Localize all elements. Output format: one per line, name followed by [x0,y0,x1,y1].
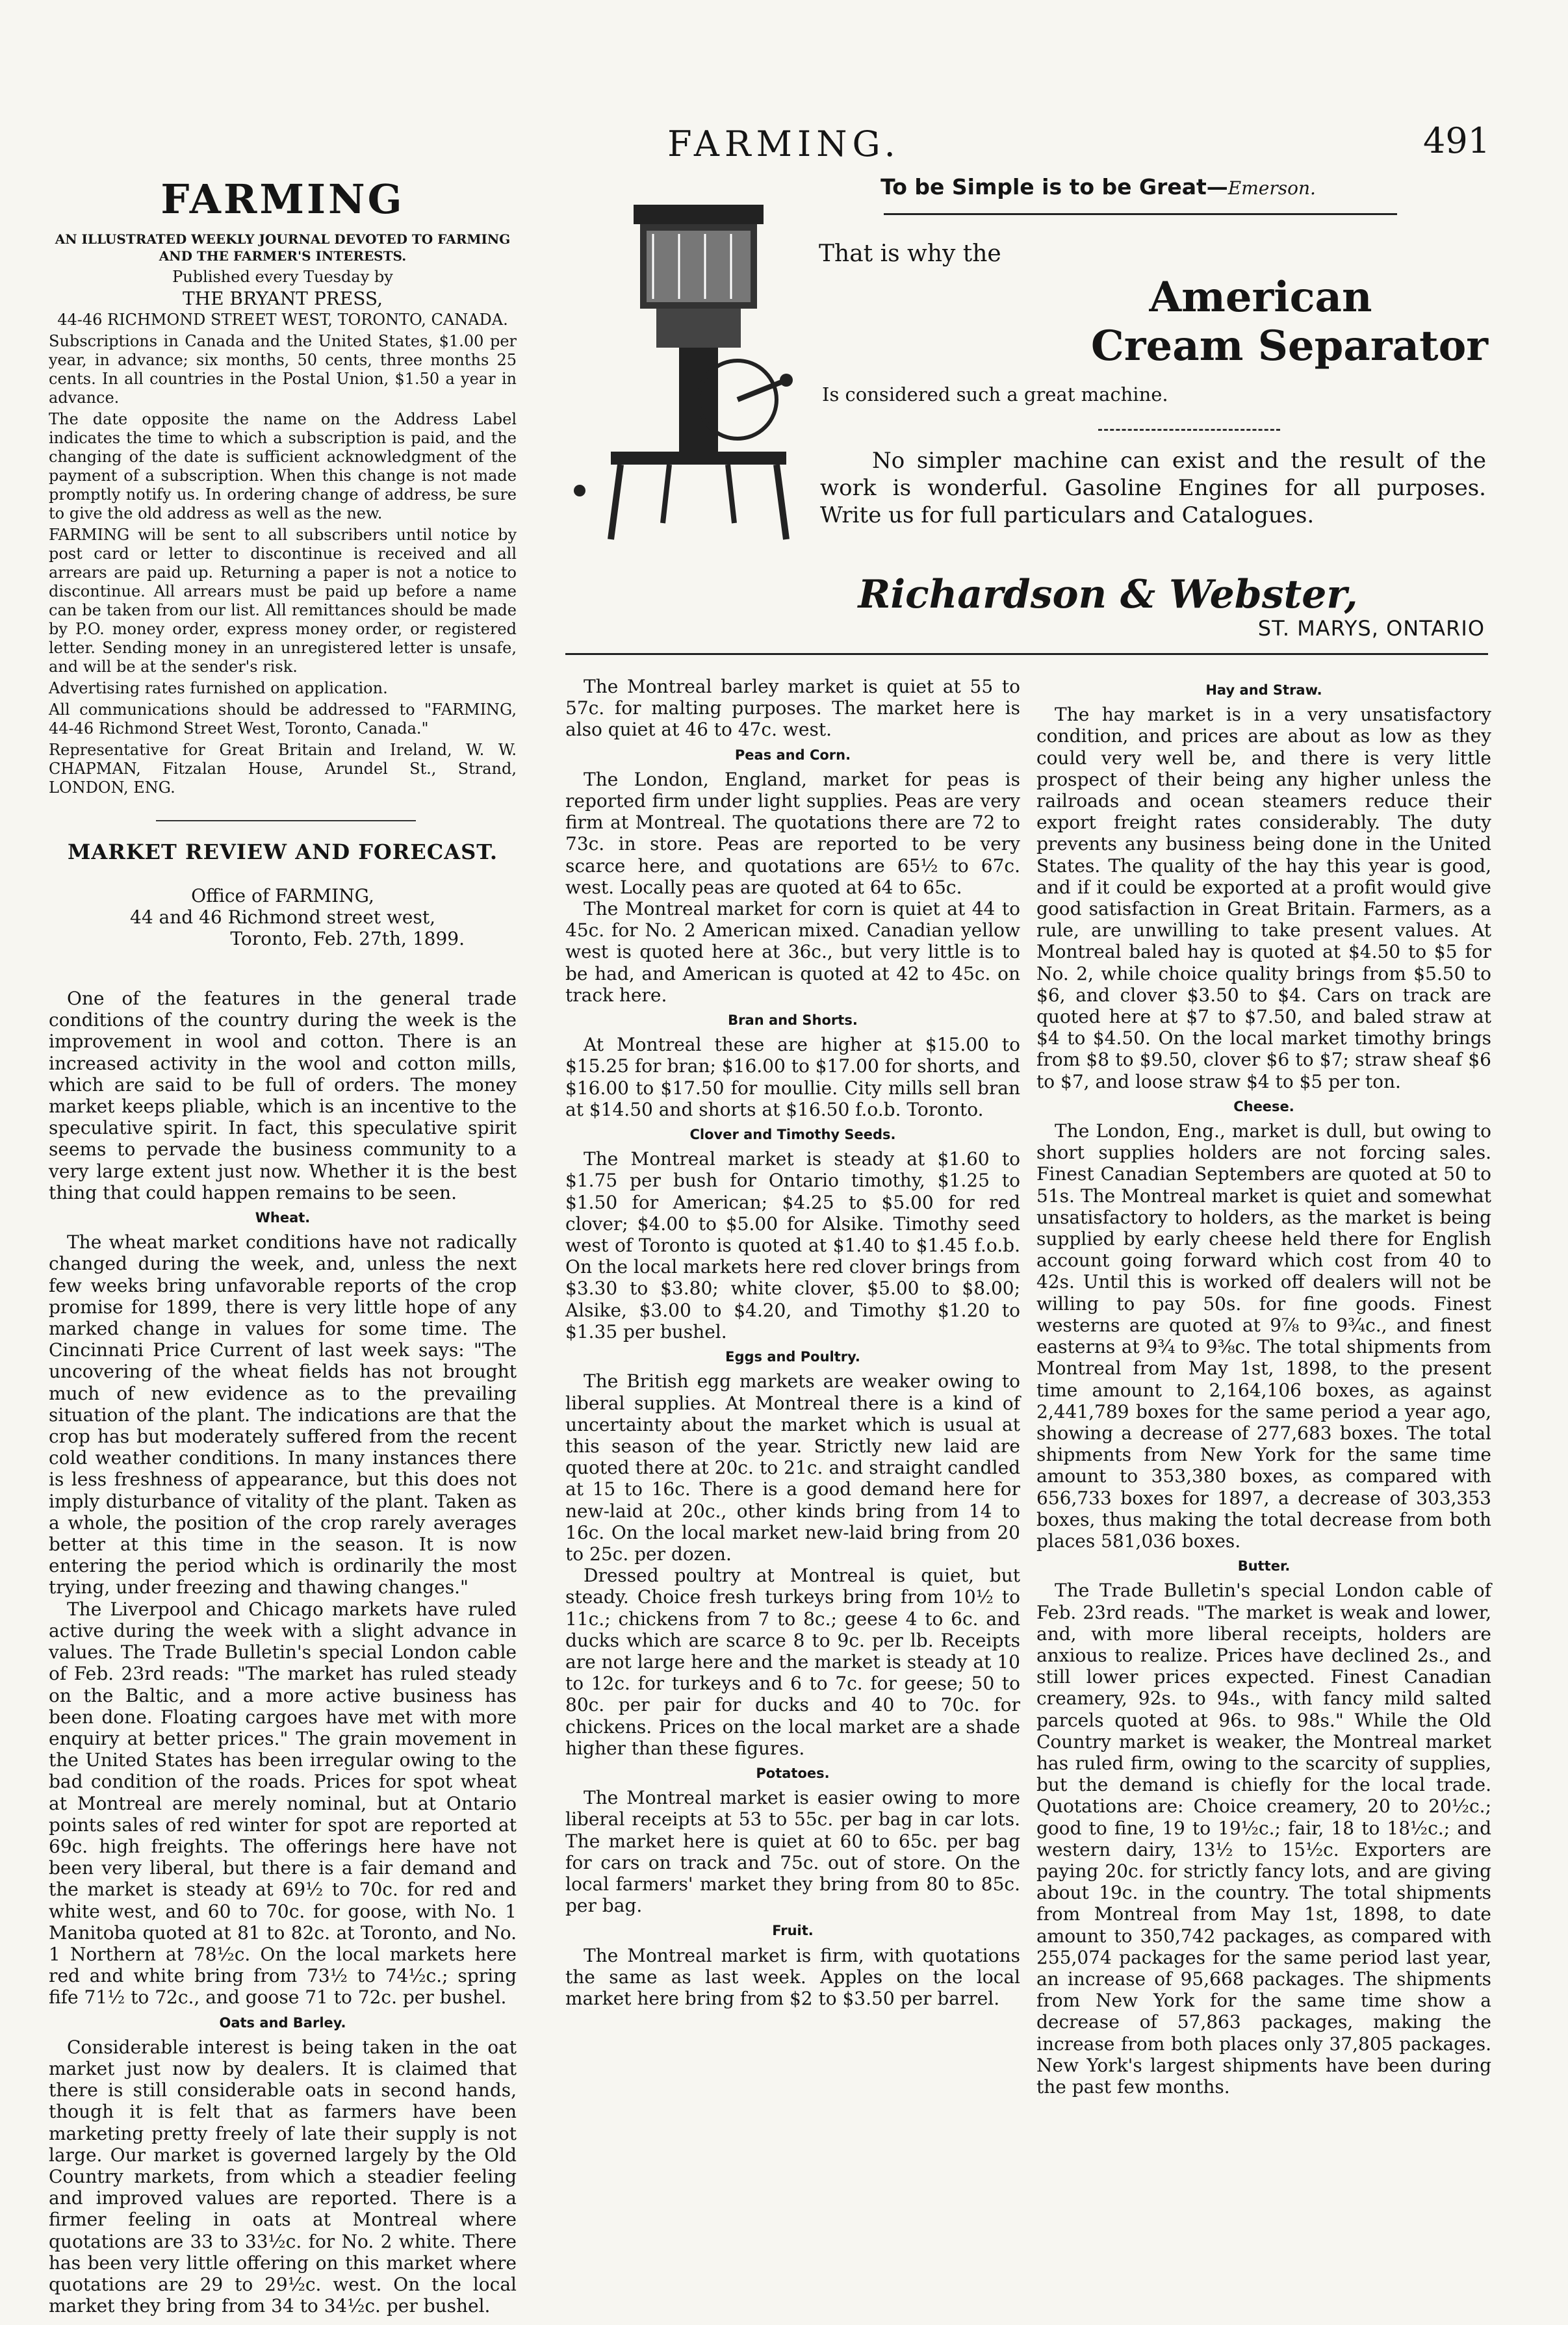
ad-considered-line: Is considered such a great machine. [822,383,1168,405]
clover-paragraph: The Montreal market is steady at $1.60 to $1.75 per bush for Ontario timothy, $1.25 to $1.50 for American; $4.25 to $5.00 for red clover; $4.00 to $5.00 for Alsike. Timothy seed west of Toronto is quoted at $1.40 to $1.45 f.o.b. On the local markets here red clover brings from $3.30 to $3.80; white clover, $5.00 to $8.00; Alsike, $3.00 to $4.20, and Timothy $1.20 to $1.35 per bushel. [565,1148,1020,1342]
column-3-text [1036,676,1491,2098]
representative-paragraph: Representative for Great Britain and Ireland, W. W. CHAPMAN, Fitzalan House, Arundel St., Strand, LONDON, ENG. [49,741,517,797]
ad-dash-rule [1098,429,1280,431]
article-title: MARKET REVIEW AND FORECAST. [67,840,498,864]
subscription-paragraph: Subscriptions in Canada and the United States, $1.00 per year, in advance; six months, 50 cents, three months 25 cents. In all countries in the Postal Union, $1.50 a year in advance. [49,332,517,407]
oats-paragraph-1: Considerable interest is being taken in the oat market just now by dealers. It is claimed that there is still considerable oats in second hands, though it is felt that as farmers have been marketing pretty freely of late their supply is not large. Our market is governed largely by the Old Country markets, from which a steadier feeling and improved values are reported. There is a firmer feeling in oats at Montreal where quotations are 33 to 33½c. for No. 2 white. There has been very little offering on this market where quotations are 29 to 29½c. west. On the local market they bring from 34 to 34½c. per bushel. [49,2036,517,2317]
cheese-paragraph: The London, Eng., market is dull, but owing to short supplies holders are not forcing sales. Finest Canadian Septembers are quoted at 50 to 51s. The Montreal market is quiet and somewhat unsatisfactory to holders, as the market is being supplied by early cheese held there for English account going forward which cost from 40 to 42s. Until this is worked off dealers will not be willing to pay 50s. for fine goods. Finest westerns are quoted at 9⅞ to 9¾c., and finest easterns at 9¾ to 9⅜c. The total shipments from Montreal from May 1st, 1898, to the present time amount to 2,164,106 boxes, as against 2,441,789 boxes for the same period a year ago, showing a decrease of 277,683 boxes. The total shipments from New York for the same time amount to 353,380 boxes, as compared with 656,733 boxes for 1897, a decrease of 303,353 boxes, thus making the total decrease from both places 581,036 boxes. [1036,1120,1491,1552]
running-head: FARMING. [667,123,901,164]
office-line-3: Toronto, Feb. 27th, 1899. [230,928,465,949]
advertising-paragraph: Advertising rates furnished on application. [49,679,388,697]
eggs-paragraph-1: The British egg markets are weaker owing to liberal supplies. At Montreal there is a kind of uncertainty about the market which is usual at this season of the year. Strictly new laid are quoted there at 20c. to 21c. and straight candled at 15 to 16c. There is a good demand here for new-laid at 20c., other kinds bring from 14 to 16c. On the local market new-laid bring from 20 to 25c. per dozen. [565,1370,1020,1565]
butter-subhead: Butter. [1237,1558,1291,1574]
column-1-text [49,988,517,2317]
intro-paragraph: One of the features in the general trade conditions of the country during the week is the improvement in wool and cotton. There is an increased activity in the wool and cotton mills, which are said to be full of orders. The money market keeps pliable, which is an incentive to the speculative spirit. In fact, this speculative spirit seems to pervade the business community to a very large extent just now. Whether it is the best thing that could happen remains to be seen. [49,988,517,1203]
peas-paragraph-2: The Montreal market for corn is quiet at 44 to 45c. for No. 2 American mixed. Canadian yellow west is quoted here at 36c., but very little is to be had, and American is quoted at 42 to 45c. on track here. [565,898,1020,1006]
publication-info [49,268,517,800]
ad-location: ST. MARYS, ONTARIO [1257,616,1485,641]
wheat-paragraph-2: The Liverpool and Chicago markets have ruled active during the week with a slight advance in values. The Trade Bulletin's special London cable of Feb. 23rd reads: "The market has ruled steady on the Baltic, and a more active business has been done. Floating cargoes have met with more enquiry at better prices." The grain movement in the United States has been irregular owing to the bad condition of the roads. Prices for spot wheat at Montreal are merely nominal, but at Ontario points sales of red winter for spot are reported at 69c. high freights. The offerings here have not been very liberal, but there is a fair demand and the market is steady at 69½ to 70c. for red and white west, and 60 to 70c. for goose, with No. 1 Manitoba quoted at 81 to 82c. at Toronto, and No. 1 Northern at 78½c. On the local markets here red and white bring from 73½ to 74½c.; spring fife 71½ to 72c., and goose 71 to 72c. per bushel. [49,1598,517,2009]
ad-product-line-2: Cream Separator [1090,322,1488,370]
butter-paragraph: The Trade Bulletin's special London cable of Feb. 23rd reads. "The market is weak and lower, and, with more liberal receipts, holders are anxious to realize. Prices have declined 2s., and still lower prices expected. Finest Canadian creamery, 92s. to 94s., with fancy mild salted parcels quoted at 96s. to 98s." While the Old Country market is weaker, the Montreal market has ruled firm, owing to the scarcity of supplies, but the demand is chiefly for the local trade. Quotations are: Choice creamery, 20 to 20½c.; good to fine, 19 to 19½c.; fair, 18 to 18½c.; and western dairy, 13½ to 15½c. Exporters are paying 20c. for strictly fancy lots, and are giving about 19c. in the country. The total shipments from Montreal from May 1st, 1898, to date amount to 350,742 packages, as compared with 255,074 packages for the same period last year, an increase of 95,668 packages. The shipments from New York for the same time show a decrease of 57,863 packages, making the increase from both places only 37,805 packages. New York's largest shipments have been during the past few months. [1036,1580,1491,2098]
wheat-paragraph-1: The wheat market conditions have not radically changed during the week, and, unless the next few weeks bring unfavorable reports of the crop promise for 1899, there is very little hope of any marked change in values for some time. The Cincinnati Price Current of last week says: "The uncovering of the wheat fields has not brought much of new evidence as to the prevailing situation of the plant. The indications are that the crop has but moderately suffered from the recent cold weather conditions. In many instances there is less freshness of appearance, but this does not imply disturbance of vitality of the plant. Taken as a whole, the position of the crop rarely averages better at this time in the season. It is now entering the period which is ordinarily the most trying, under freezing and thawing changes." [49,1231,517,1599]
ad-description [820,447,1486,529]
ad-bottom-rule [565,653,1488,655]
cream-separator-illustration [572,185,819,549]
wheat-subhead: Wheat. [255,1210,311,1226]
ad-description-text: No simpler machine can exist and the result of the work is wonderful. Gasoline Engines for all purposes. Write us for full particulars and Catalogues. [820,448,1486,528]
ad-firm-name: Richardson & Webster, [858,572,1358,617]
ad-product-line-1: American [1149,273,1372,322]
fruit-subhead: Fruit. [772,1923,814,1939]
cheese-subhead: Cheese. [1233,1098,1294,1114]
office-dateline [49,885,517,949]
peas-subhead: Peas and Corn. [734,747,851,763]
column-2-text [565,676,1020,2009]
fruit-paragraph: The Montreal market is firm, with quotations the same as last week. Apples on the local market here bring from $2 to $3.50 per barrel. [565,1944,1020,2009]
barley-paragraph: The Montreal barley market is quiet at 55 to 57c. for malting purposes. The market here is also quiet at 46 to 47c. west. [565,676,1020,741]
bran-paragraph: At Montreal these are higher at $15.00 to $15.25 for bran; $16.00 to $17.00 for shorts, and $16.00 to $17.50 for moullie. City mills sell bran at $14.50 and shorts at $16.50 f.o.b. Toronto. [565,1034,1020,1120]
page-number: 491 [1423,120,1491,161]
publisher-address: 44-46 RICHMOND STREET WEST, TORONTO, CANADA. [57,311,508,329]
bran-subhead: Bran and Shorts. [728,1012,858,1029]
ad-tagline-text: To be Simple is to be Great— [880,174,1228,199]
ad-top-rule [884,213,1397,215]
eggs-paragraph-2: Dressed poultry at Montreal is quiet, but steady. Choice fresh turkeys bring from 10½ to 11c.; chickens from 7 to 8c.; geese 4 to 6c. and ducks which are scarce 8 to 9c. per lb. Receipts are not large here and the market is steady at 10 to 12c. for turkeys and 6 to 7c. for geese; 50 to 80c. per pair for ducks and 40 to 70c. for chickens. Prices on the local market are a shade higher than these figures. [565,1565,1020,1759]
oats-subhead: Oats and Barley. [219,2014,346,2031]
address-label-paragraph: The date opposite the name on the Address Label indicates the time to which a subscription is paid, and the changing of the date is sufficient acknowledgment of the payment of a subscription. When this change is not made promptly notify us. In ordering change of address, be sure to give the old address as well as the new. [49,410,517,522]
office-line-2: 44 and 46 Richmond street west, [130,906,435,928]
ad-why-line: That is why the [819,240,1001,267]
potatoes-paragraph: The Montreal market is easier owing to more liberal receipts at 53 to 55c. per bag in car lots. The market here is quiet at 60 to 65c. per bag for cars on track and 75c. out of store. On the local farmers' market they bring from 80 to 85c. per bag. [565,1787,1020,1917]
masthead-title: FARMING [161,175,405,223]
masthead-subtitle: AN ILLUSTRATED WEEKLY JOURNAL DEVOTED TO FARMING AND THE FARMER'S INTERESTS. [55,231,511,264]
peas-paragraph-1: The London, England, market for peas is reported firm under light supplies. Peas are very firm at Montreal. The quotations there are 72 to 73c. in store. Peas are reported to be very scarce here, and quotations are 65½ to 67c. west. Locally peas are quoted at 64 to 65c. [565,768,1020,898]
eggs-subhead: Eggs and Poultry. [725,1349,860,1365]
ad-tagline [715,174,1482,199]
clover-subhead: Clover and Timothy Seeds. [689,1127,896,1143]
potatoes-subhead: Potatoes. [756,1765,830,1781]
masthead-divider [156,820,416,821]
published-line: Published every Tuesday by [172,268,393,286]
discontinue-paragraph: FARMING will be sent to all subscribers until notice by post card or letter to discontinue is received and all arrears are paid up. Returning a paper is not a notice to discontinue. All arrears must be paid up before a name can be taken from our list. All remittances should be made by P.O. money order, express money order, or registered letter. Sending money in an unregistered letter is unsafe, and will be at the sender's risk. [49,526,517,676]
ad-tagline-author: Emerson. [1227,177,1316,199]
office-line-1: Office of FARMING, [191,885,374,906]
hay-paragraph: The hay market is in a very unsatisfactory condition, and prices are about as low as they could very well be, and there is very little prospect of their being any higher unless the railroads and ocean steamers reduce their export freight rates considerably. The duty prevents any business being done in the United States. The quality of the hay this year is good, and if it could be exported at a profit would give good satisfaction in Great Britain. Farmers, as a rule, are unwilling to take present values. At Montreal baled hay is quoted at $4.50 to $5 for No. 2, while choice quality brings from $5.50 to $6, and clover $3.50 to $4. Cars on track are quoted here at $7 to $7.50, and baled straw at $4 to $4.50. On the local market timothy brings from $8 to $9.50, clover $6 to $7; straw sheaf $6 to $7, and loose straw $4 to $5 per ton. [1036,704,1491,1092]
hay-subhead: Hay and Straw. [1205,682,1322,698]
publisher-name: THE BRYANT PRESS, [183,288,383,309]
communications-paragraph: All communications should be addressed to "FARMING, 44-46 Richmond Street West, Toronto, Canada." [49,700,517,738]
